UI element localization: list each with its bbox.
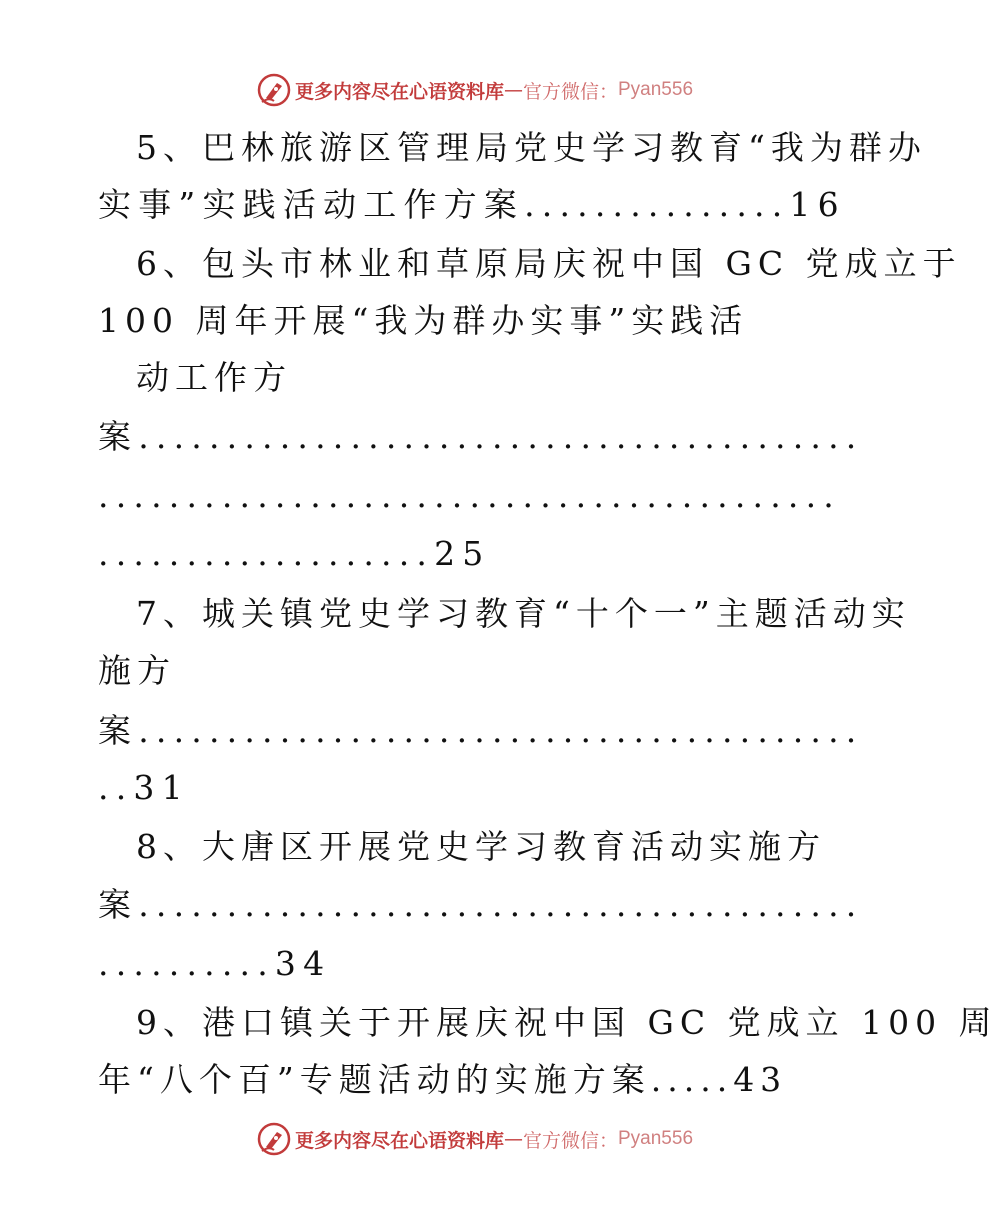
watermark-dash: — bbox=[503, 79, 523, 101]
toc-line: 100 周年开展“我为群办实事”实践活 bbox=[98, 301, 749, 340]
toc-line: 年“八个百”专题活动的实施方案.....43 bbox=[98, 1060, 788, 1099]
toc-line: ...................25 bbox=[98, 534, 491, 573]
toc-line: 7、城关镇党史学习教育“十个一”主题活动实 bbox=[136, 594, 911, 633]
watermark-main-text: 更多内容尽在心语资料库 bbox=[294, 80, 504, 103]
pen-nib-logo-icon bbox=[257, 1122, 291, 1156]
toc-line: 8、大唐区开展党史学习教育活动实施方 bbox=[136, 827, 826, 866]
watermark-wechat-id: Pyan556 bbox=[618, 1128, 694, 1149]
watermark-wechat-id: Pyan556 bbox=[618, 79, 694, 100]
toc-line: 案......................................... bbox=[98, 885, 864, 924]
toc-line: 实事”实践活动工作方案...............16 bbox=[98, 185, 846, 224]
toc-line: 施方 bbox=[98, 651, 176, 690]
toc-line: 5、巴林旅游区管理局党史学习教育“我为群办 bbox=[136, 128, 927, 167]
toc-line: 案......................................... bbox=[98, 417, 864, 456]
toc-line: 9、港口镇关于开展庆祝中国 GC 党成立 100 周 bbox=[136, 1003, 998, 1042]
toc-line: 案......................................... bbox=[98, 711, 864, 750]
watermark-main-text: 更多内容尽在心语资料库 bbox=[294, 1129, 504, 1152]
watermark-wechat-label: 官方微信： bbox=[522, 80, 618, 103]
footer-watermark bbox=[0, 1119, 950, 1159]
toc-line: 6、包头市林业和草原局庆祝中国 GC 党成立于 bbox=[136, 244, 962, 283]
watermark-dash: — bbox=[503, 1128, 523, 1150]
watermark-wechat-label: 官方微信： bbox=[522, 1129, 618, 1152]
toc-line: ..31 bbox=[98, 768, 190, 807]
toc-line: ..........34 bbox=[98, 944, 332, 983]
toc-line: 动工作方 bbox=[136, 358, 292, 397]
toc-line: .......................................... bbox=[98, 476, 841, 515]
